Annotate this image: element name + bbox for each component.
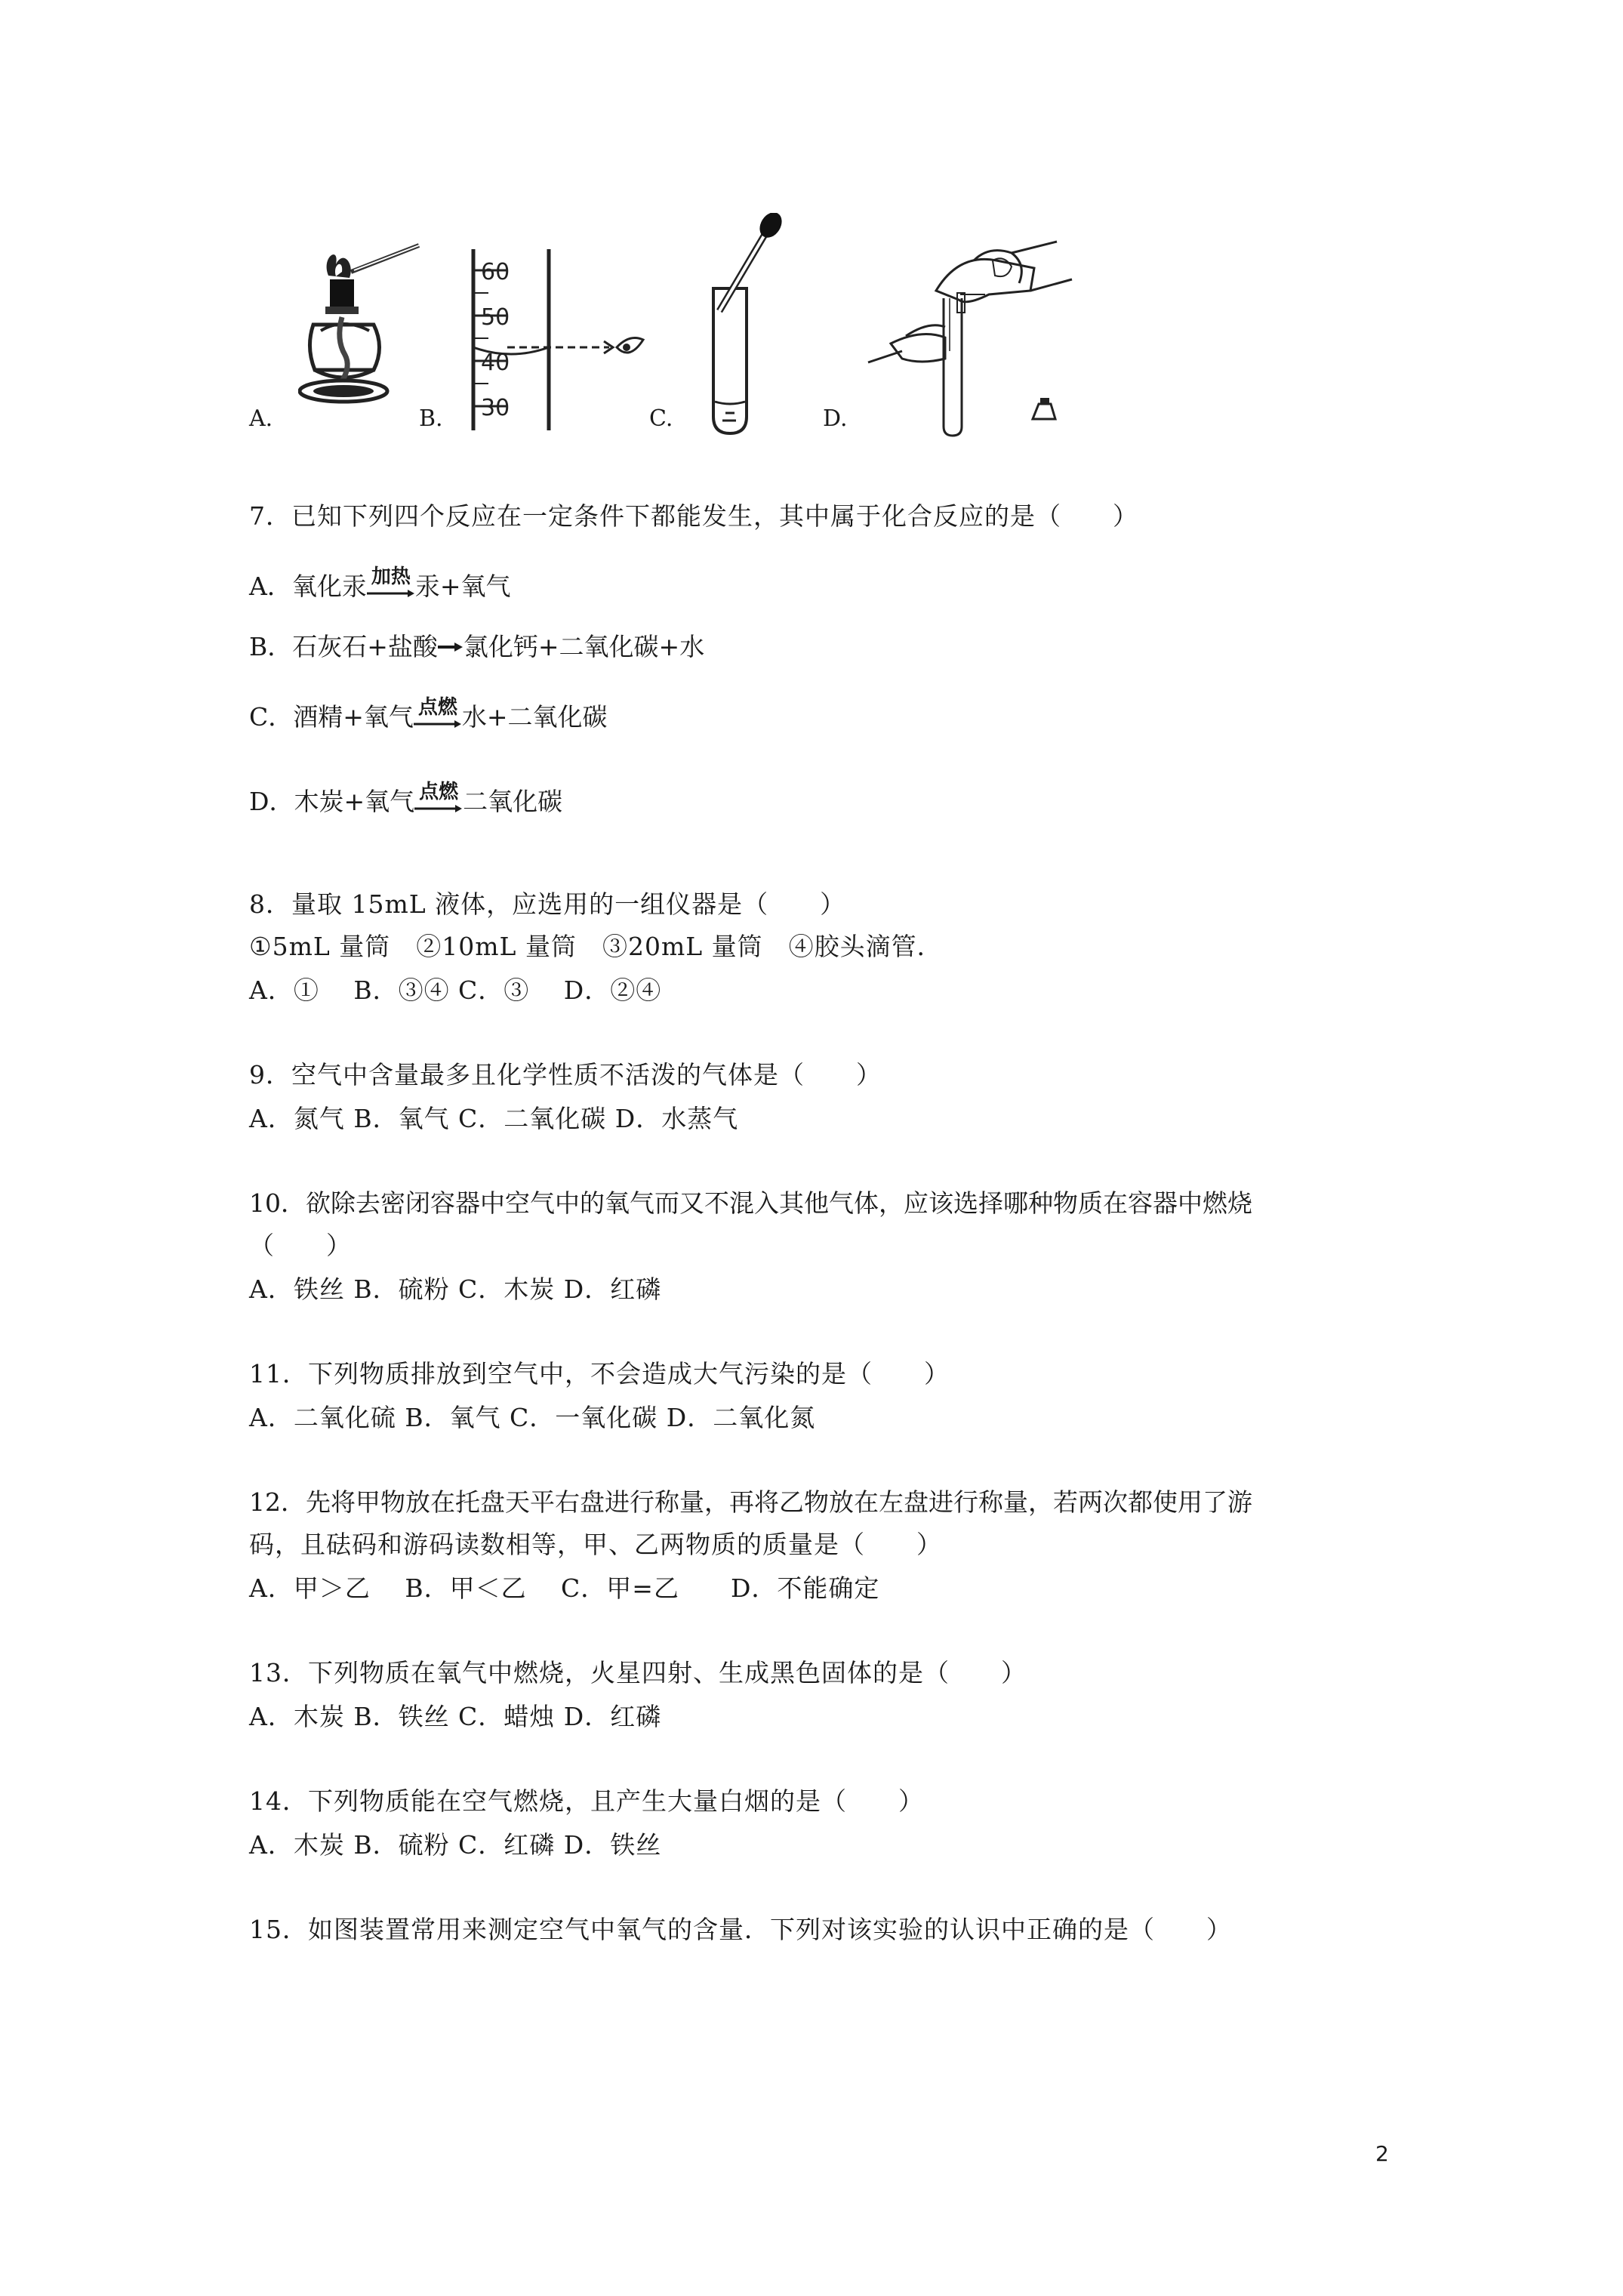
figure-label-c: C.: [649, 405, 673, 432]
page-number: 2: [1375, 2141, 1389, 2166]
question-15-stem: 15．如图装置常用来测定空气中氧气的含量．下列对该实验的认识中正确的是（ ）: [249, 1915, 1232, 1944]
option-c-product: 水+二氧化碳: [461, 702, 608, 732]
question-8-options: A．① B．③④ C．③ D．②④: [249, 975, 662, 1005]
question-9-stem: 9．空气中含量最多且化学性质不活泼的气体是（ ）: [249, 1060, 882, 1089]
question-10-stem-continued: （ ）: [249, 1231, 352, 1260]
option-a-reactant: A．氧化汞: [249, 572, 367, 601]
condition-label-c: 点燃: [417, 696, 457, 719]
eye-icon: [617, 338, 643, 353]
condition-label-d: 点燃: [419, 781, 459, 803]
option-c-reactant: C．酒精+氧气: [249, 702, 414, 732]
question-7-option-b: [249, 630, 704, 664]
question-12-stem-continued: 码，且砝码和游码读数相等，甲、乙两物质的质量是（ ）: [249, 1530, 942, 1559]
question-11-stem: 11．下列物质排放到空气中，不会造成大气污染的是（ ）: [249, 1359, 950, 1388]
cylinder-tick-30: 30: [481, 395, 510, 421]
condition-arrow-c: [414, 696, 462, 734]
question-8-items: ①5mL 量筒 ②10mL 量筒 ③20mL 量筒 ④胶头滴管．: [249, 932, 943, 961]
question-7-option-d: [249, 781, 563, 818]
question-14-options: A．木炭 B．硫粉 C．红磷 D．铁丝: [249, 1830, 662, 1860]
figure-label-a: A.: [249, 405, 273, 432]
condition-arrow-a: [367, 566, 415, 603]
question-10-options: A．铁丝 B．硫粉 C．木炭 D．红磷: [249, 1274, 662, 1304]
option-a-product: 汞+氧气: [414, 572, 511, 601]
question-9-options: A．氮气 B．氧气 C．二氧化碳 D．水蒸气: [249, 1104, 739, 1133]
cylinder-tick-50: 50: [481, 304, 510, 331]
question-7-stem: 7．已知下列四个反应在一定条件下都能发生，其中属于化合反应的是（ ）: [249, 501, 1138, 531]
figure-label-b: B.: [419, 405, 443, 432]
option-b-reactant: B．石灰石+盐酸: [249, 632, 438, 661]
option-d-reactant: D．木炭+氧气: [249, 787, 415, 816]
question-11-options: A．二氧化硫 B．氧气 C．一氧化碳 D．二氧化氮: [249, 1403, 816, 1432]
graduated-cylinder-illustration: [462, 249, 666, 434]
arrow-b: [438, 630, 463, 664]
question-7-option-c: [249, 696, 608, 734]
question-7-option-a: [249, 566, 511, 603]
cylinder-tick-40: 40: [481, 350, 510, 376]
pouring-liquid-illustration: [861, 238, 1079, 438]
question-12-options: A．甲＞乙 B．甲＜乙 C．甲=乙 D．不能确定: [249, 1573, 880, 1603]
cylinder-tick-60: 60: [481, 259, 510, 285]
question-13-stem: 13．下列物质在氧气中燃烧，火星四射、生成黑色固体的是（ ）: [249, 1658, 1027, 1687]
question-8-stem: 8．量取 15mL 液体，应选用的一组仪器是（ ）: [249, 889, 846, 919]
option-d-product: 二氧化碳: [463, 787, 563, 816]
question-10-stem: 10．欲除去密闭容器中空气中的氧气而又不混入其他气体，应该选择哪种物质在容器中燃烧: [249, 1188, 1252, 1218]
question-13-options: A．木炭 B．铁丝 C．蜡烛 D．红磷: [249, 1702, 662, 1731]
option-b-product: 氯化钙+二氧化碳+水: [463, 632, 705, 661]
question-14-stem: 14．下列物质能在空气燃烧，且产生大量白烟的是（ ）: [249, 1786, 924, 1816]
dropper-test-tube-illustration: [683, 213, 804, 439]
condition-label-a: 加热: [371, 566, 411, 588]
question-12-stem: 12．先将甲物放在托盘天平右盘进行称量，再将乙物放在左盘进行称量，若两次都使用了游: [249, 1487, 1252, 1517]
condition-arrow-d: [414, 781, 463, 818]
alcohol-lamp-illustration: [298, 242, 427, 434]
figure-label-d: D.: [823, 405, 848, 432]
